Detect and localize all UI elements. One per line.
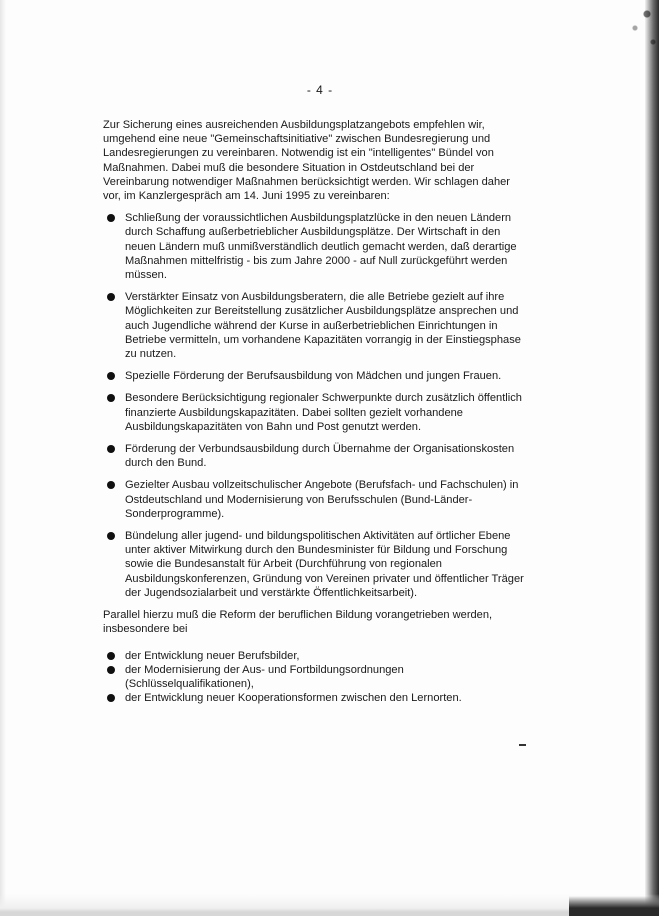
bullet-icon (108, 395, 114, 401)
list-item (103, 290, 528, 361)
scan-edge-right (645, 0, 659, 916)
bullet-icon (108, 294, 114, 300)
recommendation-list (103, 211, 528, 600)
list-item (103, 442, 528, 470)
list-item-text: Spezielle Förderung der Berufsausbildung von Mädchen und jungen Frauen. (125, 370, 502, 383)
bullet-icon (108, 446, 114, 452)
intro-paragraph: Zur Sicherung eines ausreichenden Ausbildungsplatzangebots empfehlen wir, umgehend eine neue "Gemeinschaftsinitiative" zwischen Bundesregierung und Landesregierungen zu vereinbaren. Notwendig ist ein "intelligentes" Bündel von Maßnahmen. Dabei muß die besondere Situation in Ostdeutschland bei der Vereinbarung notwendiger Maßnahmen berücksichtigt werden. Wir schlagen daher vor, im Kanzlergespräch am 14. Juni 1995 zu vereinbaren: (103, 119, 510, 203)
list-item-text: Gezielter Ausbau vollzeitschulischer Angebote (Berufsfach- und Fachschulen) in Ostdeutschland und Modernisierung von Berufsschulen (Bund-Länder-Sonderprogramme). (125, 479, 519, 520)
bullet-icon (108, 653, 114, 659)
bullet-icon (108, 215, 114, 221)
list-item-text: der Entwicklung neuer Berufsbilder, (125, 649, 300, 662)
bullet-icon (108, 533, 114, 539)
list-item-text: der Entwicklung neuer Kooperationsformen zwischen den Lernorten. (125, 692, 462, 705)
list-item (103, 691, 528, 705)
scan-edge-left (0, 0, 6, 916)
list-item-text: Schließung der voraussichtlichen Ausbildungsplatzlücke in den neuen Ländern durch Schaffung außerbetrieblicher Ausbildungsplätze. Der Wirtschaft in den neuen Ländern muß unmißverständlich deutlich gemacht werden, daß derartige Maßnahmen mittelfristig - bis zum Jahre 2000 - auf Null zurückgeführt werden müssen. (125, 212, 517, 282)
list-item (103, 211, 528, 282)
bullet-icon (108, 482, 114, 488)
list-item (103, 649, 528, 663)
list-item (103, 478, 528, 521)
list-item-text: Besondere Berücksichtigung regionaler Schwerpunkte durch zusätzlich öffentlich finanzierte Ausbildungskapazitäten. Dabei sollten gezielt vorhandene Ausbildungskapazitäten von Bahn und Post genutzt werden. (125, 392, 522, 433)
reform-paragraph: Parallel hierzu muß die Reform der beruflichen Bildung vorangetrieben werden, insbesondere bei (103, 609, 493, 636)
reform-list (103, 649, 528, 706)
bullet-icon (108, 667, 114, 673)
list-item (103, 663, 528, 691)
list-item (103, 369, 528, 383)
list-item-text: der Modernisierung der Aus- und Fortbildungsordnungen (Schlüsselqualifikationen), (125, 663, 404, 690)
list-item-text: Verstärkter Einsatz von Ausbildungsberatern, die alle Betriebe gezielt auf ihre Möglichkeiten zur Bereitstellung zusätzlicher Ausbildungsplätze ansprechen und auch Jugendliche während der Kurse in außerbetrieblichen Einrichtungen in Betriebe vermitteln, um vorhandene Kapazitäten vorrangig in der Einstiegsphase zu nutzen. (125, 291, 521, 361)
scan-edge-bottom (0, 894, 659, 916)
page-number: - 4 - (306, 83, 334, 97)
bullet-icon (108, 373, 114, 379)
list-item-text: Bündelung aller jugend- und bildungspolitischen Aktivitäten auf örtlicher Ebene unter aktiver Mitwirkung durch den Bundesminister für Bildung und Forschung sowie die Bundesanstalt für Arbeit (Durchführung von regionalen Ausbildungskonferenzen, Gründung von Vereinen privater und öffentlicher Träger der Jugendsozialarbeit und verstärkte Öffentlichkeitsarbeit). (125, 530, 524, 599)
scan-artifact-top-right (599, 0, 659, 70)
scan-artifact-bottom-right (569, 876, 659, 916)
bullet-icon (108, 695, 114, 701)
list-item (103, 391, 528, 434)
list-item-text: Förderung der Verbundsausbildung durch Übernahme der Organisationskosten durch den Bund. (125, 443, 515, 470)
margin-dash-mark (519, 744, 526, 746)
document-body (103, 118, 528, 705)
list-item (103, 529, 528, 600)
